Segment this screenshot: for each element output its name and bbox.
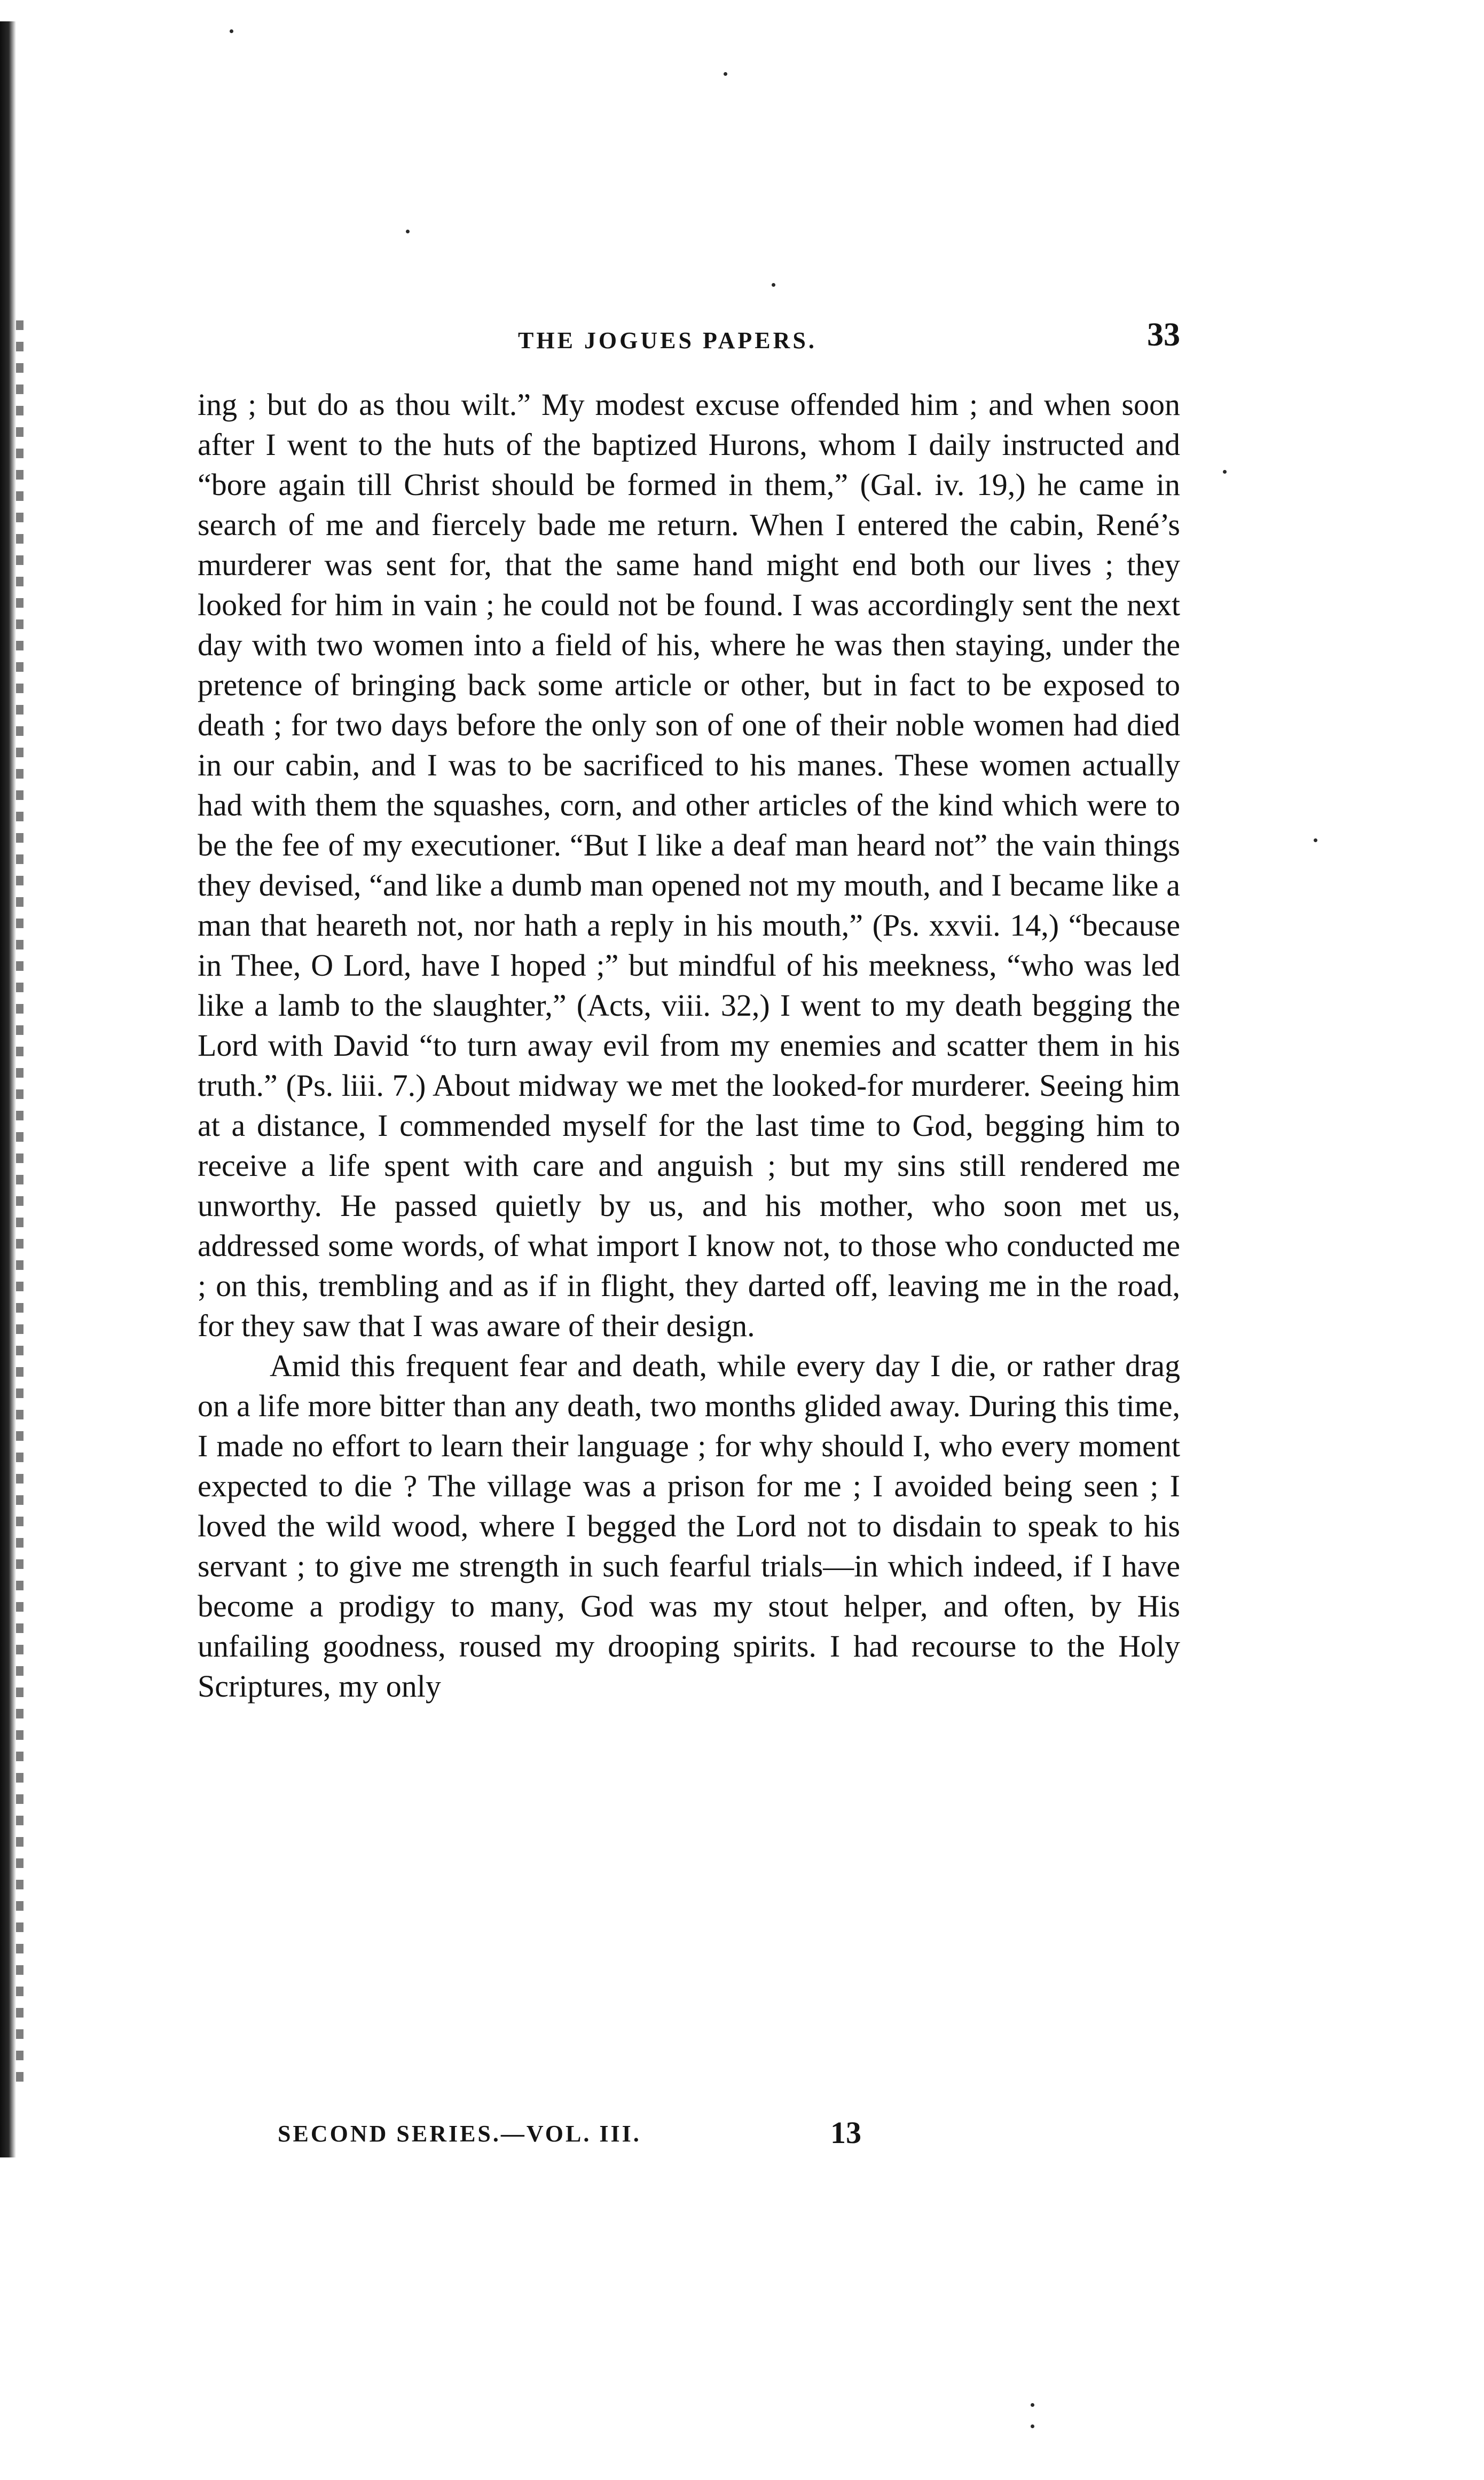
ink-speck bbox=[1314, 838, 1317, 842]
page-number: 33 bbox=[1147, 317, 1180, 353]
book-spine-shadow bbox=[0, 21, 16, 2157]
binding-edge bbox=[16, 320, 23, 2083]
ink-speck bbox=[772, 283, 775, 287]
ink-speck bbox=[1031, 2403, 1034, 2407]
paragraph: Amid this frequent fear and death, while every day I die, or rather drag on a life more bitter than any death, two months glided away. During this time, I made no effort to learn their language ; for why should I, who every moment expected to die ? The village was a prison for me ; I avoided being seen ; I loved the wild wood, where I begged the Lord not to disdain to speak to his servant ; to give me strength in such fearful trials—in which indeed, if I have become a prodigy to many, God was my stout helper, and often, by His unfailing goodness, roused my drooping spirits. I had recourse to the Holy Scriptures, my only bbox=[198, 1348, 1180, 1704]
signature-line: SECOND SERIES.—VOL. III. bbox=[278, 2121, 641, 2147]
page-footer bbox=[278, 2115, 918, 2157]
ink-speck bbox=[1031, 2424, 1034, 2428]
paragraph: ing ; but do as thou wilt.” My modest excuse offended him ; and when soon after I went to the huts of the baptized Hurons, whom I daily instructed and “bore again till Christ should be formed in them,” (Gal. iv. 19,) he came in search of me and fiercely bade me return. When I entered the cabin, René’s murderer was sent for, that the same hand might end both our lives ; they looked for him in vain ; he could not be found. I was accordingly sent the next day with two women into a field of his, where he was then staying, under the pretence of bringing back some article or other, but in fact to be exposed to death ; for two days before the only son of one of their noble women had died in our cabin, and I was to be sacrificed to his manes. These women actually had with them the squashes, corn, and other articles of the kind which were to be the fee of my executioner. “But I like a deaf man heard not” the vain things they devised, “and like a dumb man opened not my mouth, and I became like a man that heareth not, nor hath a reply in his mouth,” (Ps. xxvii. 14,) “because in Thee, O Lord, have I hoped ;” but mindful of his meekness, “who was led like a lamb to the slaughter,” (Acts, viii. 32,) I went to my death begging the Lord with David “to turn away evil from my enemies and scatter them in his truth.” (Ps. liii. 7.) About midway we met the looked-for murderer. Seeing him at a distance, I commended myself for the last time to God, begging him to receive a life spent with care and anguish ; but my sins still rendered me unworthy. He passed quietly by us, and his mother, who soon met us, addressed some words, of what import I know not, to those who conducted me ; on this, trembling and as if in flight, they darted off, leaving me in the road, for they saw that I was aware of their design. bbox=[198, 387, 1180, 1343]
sheet-number: 13 bbox=[830, 2115, 861, 2150]
page-header bbox=[198, 316, 1180, 364]
ink-speck bbox=[1223, 470, 1227, 474]
ink-speck bbox=[406, 230, 410, 233]
ink-speck bbox=[724, 72, 727, 76]
body-text bbox=[198, 384, 1180, 1706]
running-title: THE JOGUES PAPERS. bbox=[518, 327, 817, 354]
ink-speck bbox=[230, 29, 233, 33]
